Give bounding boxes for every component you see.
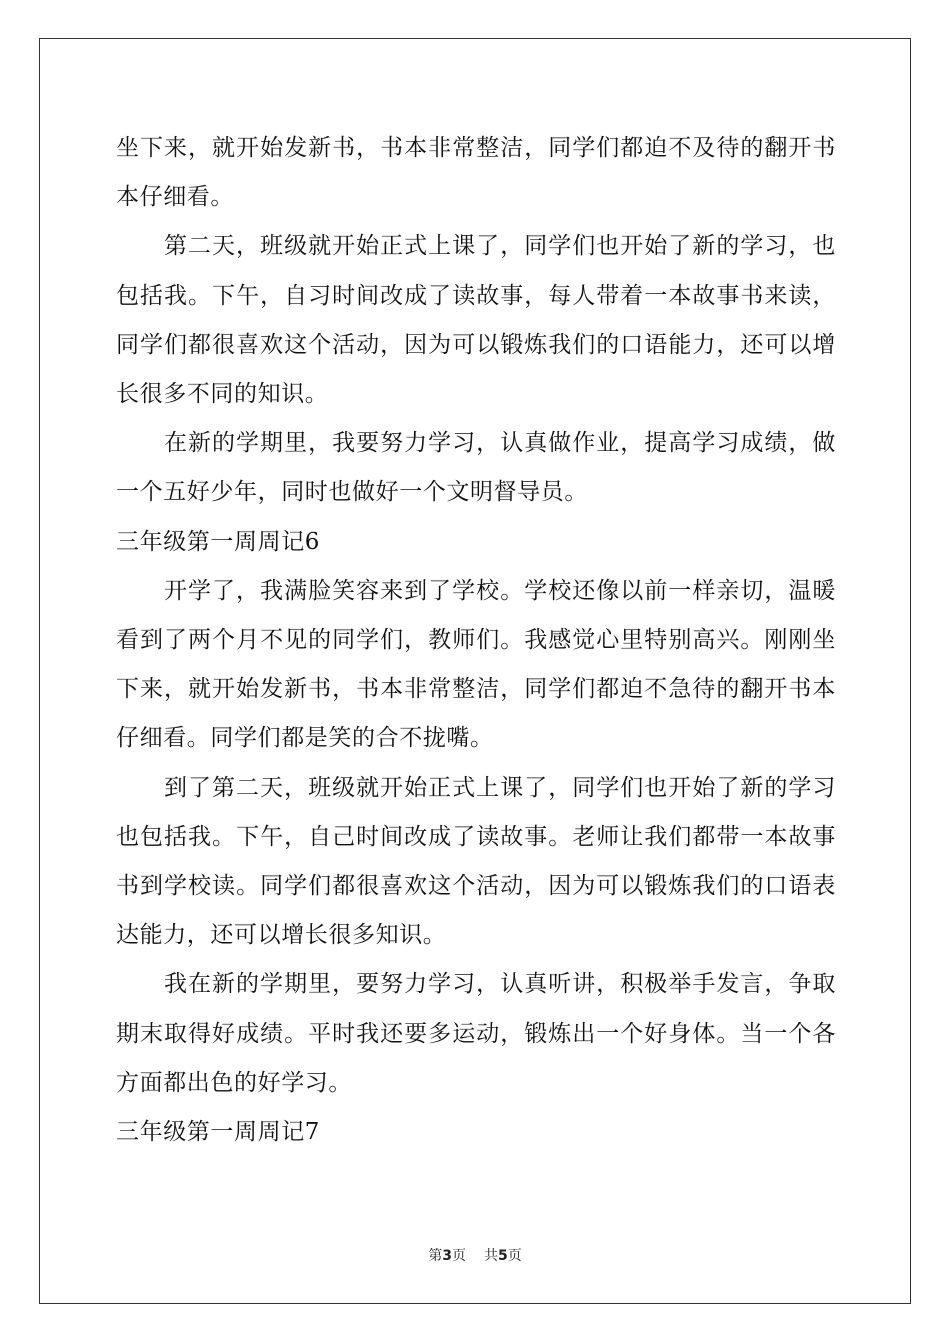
total-pages: 5 (498, 1248, 508, 1264)
paragraph-4: 开学了，我满脸笑容来到了学校。学校还像以前一样亲切，温暖看到了两个月不见的同学们，教师们。我感觉心里特别高兴。刚刚坐下来，就开始发新书，书本非常整洁，同学们都迫不急待的翻开书本仔细看。同学们都是笑的合不拢嘴。 (116, 577, 836, 752)
page-number: 3 (442, 1248, 452, 1264)
section-heading-7: 三年级第一周周记7 (116, 1119, 321, 1146)
page-prefix: 第 (428, 1248, 443, 1264)
document-body (116, 124, 836, 1157)
section-heading-6: 三年级第一周周记6 (116, 528, 321, 555)
paragraph-5: 到了第二天，班级就开始正式上课了，同学们也开始了新的学习也包括我。下午，自己时间改成了读故事。老师让我们都带一本故事书到学校读。同学们都很喜欢这个活动，因为可以锻炼我们的口语表达能力，还可以增长很多知识。 (116, 774, 836, 949)
total-prefix: 共 (484, 1248, 498, 1264)
paragraph-3: 在新的学期里，我要努力学习，认真做作业，提高学习成绩，做一个五好少年，同时也做好一个文明督导员。 (116, 430, 836, 506)
total-suffix: 页 (507, 1248, 522, 1264)
paragraph-1: 坐下来，就开始发新书，书本非常整洁，同学们都迫不及待的翻开书本仔细看。 (116, 135, 836, 211)
paragraph-6: 我在新的学期里，要努力学习，认真听讲，积极举手发言，争取期末取得好成绩。平时我还要多运动，锻炼出一个好身体。当一个各方面都出色的好学习。 (116, 971, 836, 1096)
page-footer (0, 1246, 950, 1266)
page-suffix: 页 (452, 1248, 466, 1264)
paragraph-2: 第二天，班级就开始正式上课了，同学们也开始了新的学习，也包括我。下午，自习时间改成了读故事，每人带着一本故事书来读，同学们都很喜欢这个活动，因为可以锻炼我们的口语能力，还可以增长很多不同的知识。 (116, 233, 836, 408)
